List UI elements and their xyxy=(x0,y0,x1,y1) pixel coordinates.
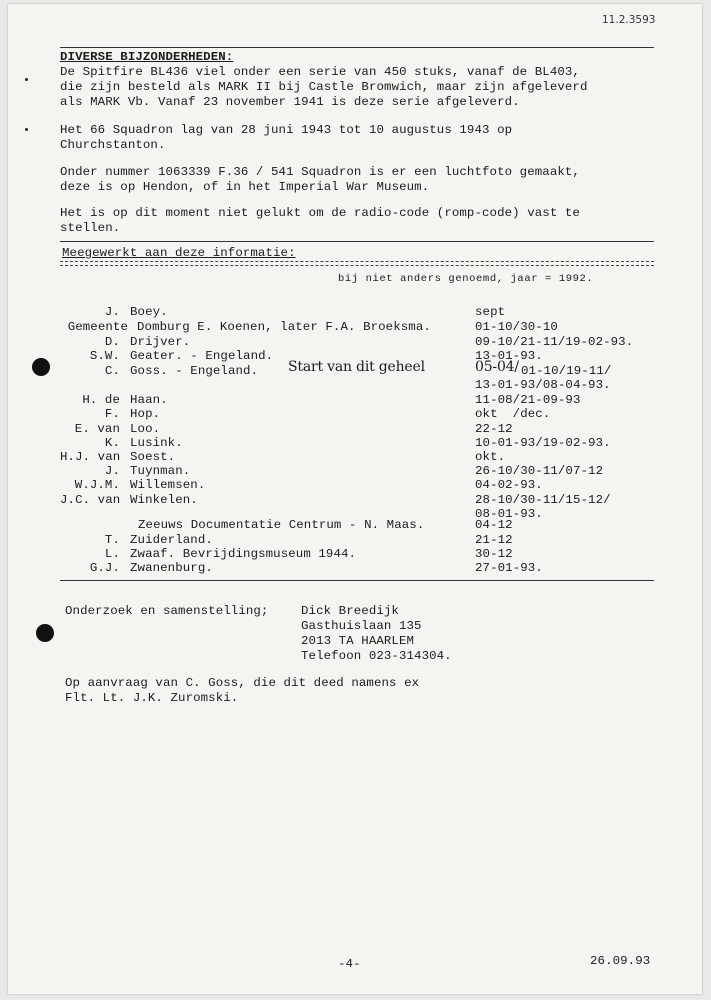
paragraph-line: deze is op Hendon, of in het Imperial War Museum. xyxy=(60,180,430,194)
contributor-initials: E. van xyxy=(74,422,120,436)
contributor-name: Willemsen. xyxy=(130,478,206,492)
date-entry: 13-01-93/08-04-93. xyxy=(475,378,611,392)
paragraph-line: stellen. xyxy=(60,221,121,235)
address-line: 2013 TA HAARLEM xyxy=(301,634,415,648)
contributor-initials: Gemeente xyxy=(67,320,128,334)
date-entry: 30-12 xyxy=(475,547,513,561)
divider-rule xyxy=(60,580,654,581)
date-entry: 09-10/21-11/19-02-93. xyxy=(475,335,634,349)
date-entry: 21-12 xyxy=(475,533,513,547)
address-line: Dick Breedijk xyxy=(301,604,399,618)
page-number: -4- xyxy=(338,957,361,971)
handwritten-date: 05-04/ xyxy=(475,359,519,375)
contributor-name: Domburg E. Koenen, later F.A. Broeksma. xyxy=(137,320,431,334)
date-entry: 13-01-93. xyxy=(475,349,543,363)
date-entry: okt /dec. xyxy=(475,407,551,421)
contributor-name: Haan. xyxy=(130,393,168,407)
date-entry: sept xyxy=(475,305,506,319)
contributor-initials: G.J. xyxy=(89,561,120,575)
contributor-name: Boey. xyxy=(130,305,168,319)
date-entry: 10-01-93/19-02-93. xyxy=(475,436,611,450)
date-entry: okt. xyxy=(475,450,506,464)
address-line: Gasthuislaan 135 xyxy=(301,619,422,633)
paragraph-line: die zijn besteld als MARK II bij Castle Bromwich, maar zijn afgeleverd xyxy=(60,80,588,94)
divider-rule xyxy=(60,47,654,48)
contributor-name: Zwaaf. Bevrijdingsmuseum 1944. xyxy=(130,547,357,561)
contributor-name: Hop. xyxy=(130,407,161,421)
reference-number: 11.2.3593 xyxy=(602,14,656,26)
contributor-initials: J. xyxy=(104,305,120,319)
date-entry: 01-10/30-10 xyxy=(475,320,558,334)
date-entry: 28-10/30-11/15-12/ xyxy=(475,493,611,507)
contributor-name: Geater. - Engeland. xyxy=(130,349,274,363)
document-date: 26.09.93 xyxy=(590,954,651,968)
contributor-initials: T. xyxy=(104,533,120,547)
request-line: Flt. Lt. J.K. Zuromski. xyxy=(65,691,239,705)
margin-mark xyxy=(25,128,28,131)
date-entry: 01-10/19-11/ xyxy=(521,364,612,378)
year-note: bij niet anders genoemd, jaar = 1992. xyxy=(338,273,594,285)
section-heading-bijzonderheden: DIVERSE BIJZONDERHEDEN: xyxy=(60,50,234,64)
contributor-initials: H. de xyxy=(82,393,120,407)
contributor-name: Tuynman. xyxy=(130,464,191,478)
contributor-name: Lusink. xyxy=(130,436,183,450)
date-entry: 22-12 xyxy=(475,422,513,436)
punch-hole-top xyxy=(32,358,50,376)
date-entry: 08-01-93. xyxy=(475,507,543,521)
punch-hole-bottom xyxy=(36,624,54,642)
request-line: Op aanvraag van C. Goss, die dit deed namens ex xyxy=(65,676,420,690)
paragraph-line: Het 66 Squadron lag van 28 juni 1943 tot 10 augustus 1943 op xyxy=(60,123,513,137)
contributor-name: Zeeuws Documentatie Centrum - N. Maas. xyxy=(138,518,425,532)
date-entry: 11-08/21-09-93 xyxy=(475,393,581,407)
date-entry: 26-10/30-11/07-12 xyxy=(475,464,604,478)
contributor-initials: K. xyxy=(104,436,120,450)
divider-rule xyxy=(60,241,654,242)
dashed-rule xyxy=(60,261,654,262)
contributor-initials: J. xyxy=(104,464,120,478)
contributor-name: Zwanenburg. xyxy=(130,561,213,575)
handwritten-annotation: Start van dit geheel xyxy=(288,359,425,375)
contributor-name: Winkelen. xyxy=(130,493,198,507)
paragraph-line: Het is op dit moment niet gelukt om de radio-code (romp-code) vast te xyxy=(60,206,580,220)
contributor-initials: C. xyxy=(104,364,120,378)
address-line: Telefoon 023-314304. xyxy=(301,649,452,663)
contributor-name: Drijver. xyxy=(130,335,191,349)
paragraph-line: Onder nummer 1063339 F.36 / 541 Squadron is er een luchtfoto gemaakt, xyxy=(60,165,580,179)
contributor-initials: F. xyxy=(104,407,120,421)
paragraph-line: Churchstanton. xyxy=(60,138,166,152)
contributor-initials: H.J. van xyxy=(60,450,121,464)
contributor-initials: L. xyxy=(104,547,120,561)
contributor-initials: D. xyxy=(104,335,120,349)
margin-mark xyxy=(25,78,28,81)
research-label: Onderzoek en samenstelling; xyxy=(65,604,269,618)
section-heading-meegewerkt: Meegewerkt aan deze informatie: xyxy=(62,246,296,260)
contributor-initials: J.C. van xyxy=(60,493,121,507)
date-entry: 27-01-93. xyxy=(475,561,543,575)
date-entry: 04-02-93. xyxy=(475,478,543,492)
document-page xyxy=(8,4,702,994)
contributor-initials: W.J.M. xyxy=(74,478,120,492)
contributor-initials: S.W. xyxy=(89,349,120,363)
contributor-name: Soest. xyxy=(130,450,176,464)
dashed-rule xyxy=(60,265,654,266)
paragraph-line: De Spitfire BL436 viel onder een serie van 450 stuks, vanaf de BL403, xyxy=(60,65,580,79)
contributor-name: Zuiderland. xyxy=(130,533,213,547)
contributor-name: Loo. xyxy=(130,422,161,436)
date-entry: 04-12 xyxy=(475,518,513,532)
paragraph-line: als MARK Vb. Vanaf 23 november 1941 is deze serie afgeleverd. xyxy=(60,95,520,109)
contributor-name: Goss. - Engeland. xyxy=(130,364,259,378)
